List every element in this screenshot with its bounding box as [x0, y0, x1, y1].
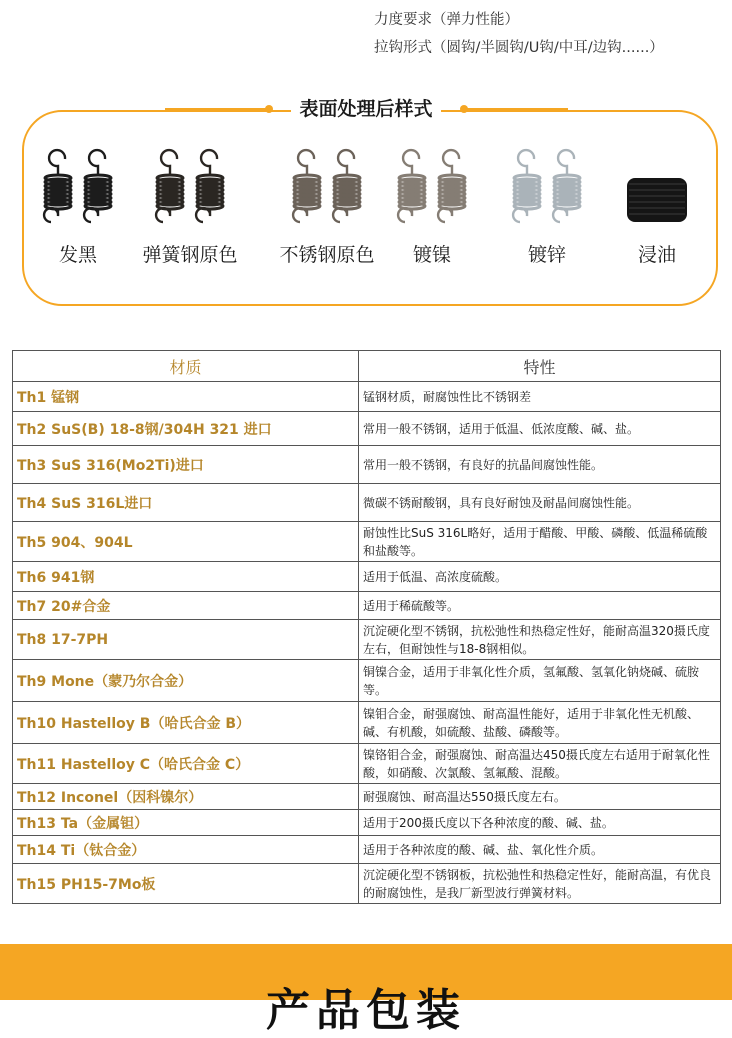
table-row [13, 522, 721, 562]
table-row [13, 660, 721, 702]
property-cell: 耐强腐蚀、耐高温达550摄氏度左右。 [359, 784, 721, 810]
material-cell: Th9 Mone（蒙乃尔合金） [13, 660, 359, 702]
property-cell: 适用于各种浓度的酸、碱、盐、氧化性介质。 [359, 836, 721, 864]
finish-sample [272, 148, 382, 267]
column-header-material: 材质 [13, 351, 359, 382]
finish-sample [38, 148, 118, 267]
spring-icon [193, 152, 227, 228]
spring-icon [81, 152, 115, 228]
finish-label: 发黑 [58, 244, 97, 266]
property-cell: 耐蚀性比SuS 316L略好，适用于醋酸、甲酸、磷酸、低温稀硫酸和盐酸等。 [359, 522, 721, 562]
spring-icon [290, 152, 324, 228]
material-cell: Th6 941钢 [13, 562, 359, 592]
property-cell: 沉淀硬化型不锈钢板，抗松弛性和热稳定性好，能耐高温，有优良的耐腐蚀性，是我厂新型波行弹簧材料。 [359, 864, 721, 904]
finish-label: 弹簧钢原色 [142, 244, 238, 266]
column-header-property: 特性 [359, 351, 721, 382]
footer-band [0, 944, 732, 1036]
finish-sample [140, 148, 240, 267]
finish-title: 表面处理后样式 [0, 94, 732, 121]
spring-image [615, 148, 699, 228]
property-cell: 微碳不锈耐酸钢，具有良好耐蚀及耐晶间腐蚀性能。 [359, 484, 721, 522]
property-cell: 适用于稀硫酸等。 [359, 592, 721, 620]
material-cell: Th13 Ta（金属钽） [13, 810, 359, 836]
spring-image [390, 148, 474, 228]
property-cell: 镍铬钼合金，耐强腐蚀、耐高温达450摄氏度左右适用于耐氧化性酸，如硝酸、次氯酸、氢氟酸、混酸。 [359, 744, 721, 784]
table-row [13, 592, 721, 620]
material-cell: Th3 SuS 316(Mo2Ti)进口 [13, 446, 359, 484]
materials-table [12, 350, 721, 904]
spring-icon [395, 152, 429, 228]
material-cell: Th1 锰钢 [13, 382, 359, 412]
spring-image [140, 148, 240, 228]
spring-icon [41, 152, 75, 228]
material-cell: Th2 SuS(B) 18-8钢/304H 321 进口 [13, 412, 359, 446]
spring-icon [330, 152, 364, 228]
header-requirements [374, 6, 724, 62]
table-row [13, 810, 721, 836]
table-row [13, 562, 721, 592]
table-row [13, 446, 721, 484]
spring-icon [435, 152, 469, 228]
header-line-force: 力度要求（弹力性能） [374, 12, 519, 28]
property-cell: 适用于低温、高浓度硫酸。 [359, 562, 721, 592]
spring-image [505, 148, 589, 228]
property-cell: 镍钼合金，耐强腐蚀、耐高温性能好，适用于非氧化性无机酸、碱、有机酸，如硫酸、盐酸、磷酸等。 [359, 702, 721, 744]
property-cell: 铜镍合金，适用于非氧化性介质，氢氟酸、氢氧化钠烧碱、硫胺等。 [359, 660, 721, 702]
property-cell: 沉淀硬化型不锈钢，抗松弛性和热稳定性好，能耐高温320摄氏度左右，但耐蚀性与18-8钢相似。 [359, 620, 721, 660]
finish-label: 镀锌 [527, 244, 566, 266]
finish-sample [505, 148, 589, 267]
footer-title: 产品包装 [266, 985, 466, 1036]
header-line-hook: 拉钩形式（圆钩/半圆钩/U钩/中耳/边钩......） [374, 40, 664, 56]
material-cell: Th7 20#合金 [13, 592, 359, 620]
material-cell: Th8 17-7PH [13, 620, 359, 660]
spring-image [272, 148, 382, 228]
finish-sample [390, 148, 474, 267]
material-cell: Th10 Hastelloy B（哈氏合金 B） [13, 702, 359, 744]
table-row [13, 382, 721, 412]
material-cell: Th11 Hastelloy C（哈氏合金 C） [13, 744, 359, 784]
finish-sample [615, 148, 699, 267]
table-header-row [13, 351, 721, 382]
material-cell: Th15 PH15-7Mo板 [13, 864, 359, 904]
table-row [13, 484, 721, 522]
material-cell: Th12 Inconel（因科镍尔） [13, 784, 359, 810]
material-cell: Th4 SuS 316L进口 [13, 484, 359, 522]
table-row [13, 702, 721, 744]
spring-image [38, 148, 118, 228]
property-cell: 锰钢材质，耐腐蚀性比不锈钢差 [359, 382, 721, 412]
table-row [13, 620, 721, 660]
property-cell: 适用于200摄氏度以下各种浓度的酸、碱、盐。 [359, 810, 721, 836]
property-cell: 常用一般不锈钢，有良好的抗晶间腐蚀性能。 [359, 446, 721, 484]
finish-label: 不锈钢原色 [279, 244, 375, 266]
table-row [13, 836, 721, 864]
spring-icon [625, 172, 689, 228]
property-cell: 常用一般不锈钢，适用于低温、低浓度酸、碱、盐。 [359, 412, 721, 446]
material-cell: Th5 904、904L [13, 522, 359, 562]
material-cell: Th14 Ti（钛合金） [13, 836, 359, 864]
table-row [13, 744, 721, 784]
table-row [13, 412, 721, 446]
table-row [13, 864, 721, 904]
spring-icon [510, 152, 544, 228]
spring-icon [153, 152, 187, 228]
table-row [13, 784, 721, 810]
spring-icon [550, 152, 584, 228]
materials-table-body [13, 382, 721, 904]
finish-label: 镀镍 [412, 244, 451, 266]
finish-label: 浸油 [637, 244, 676, 266]
